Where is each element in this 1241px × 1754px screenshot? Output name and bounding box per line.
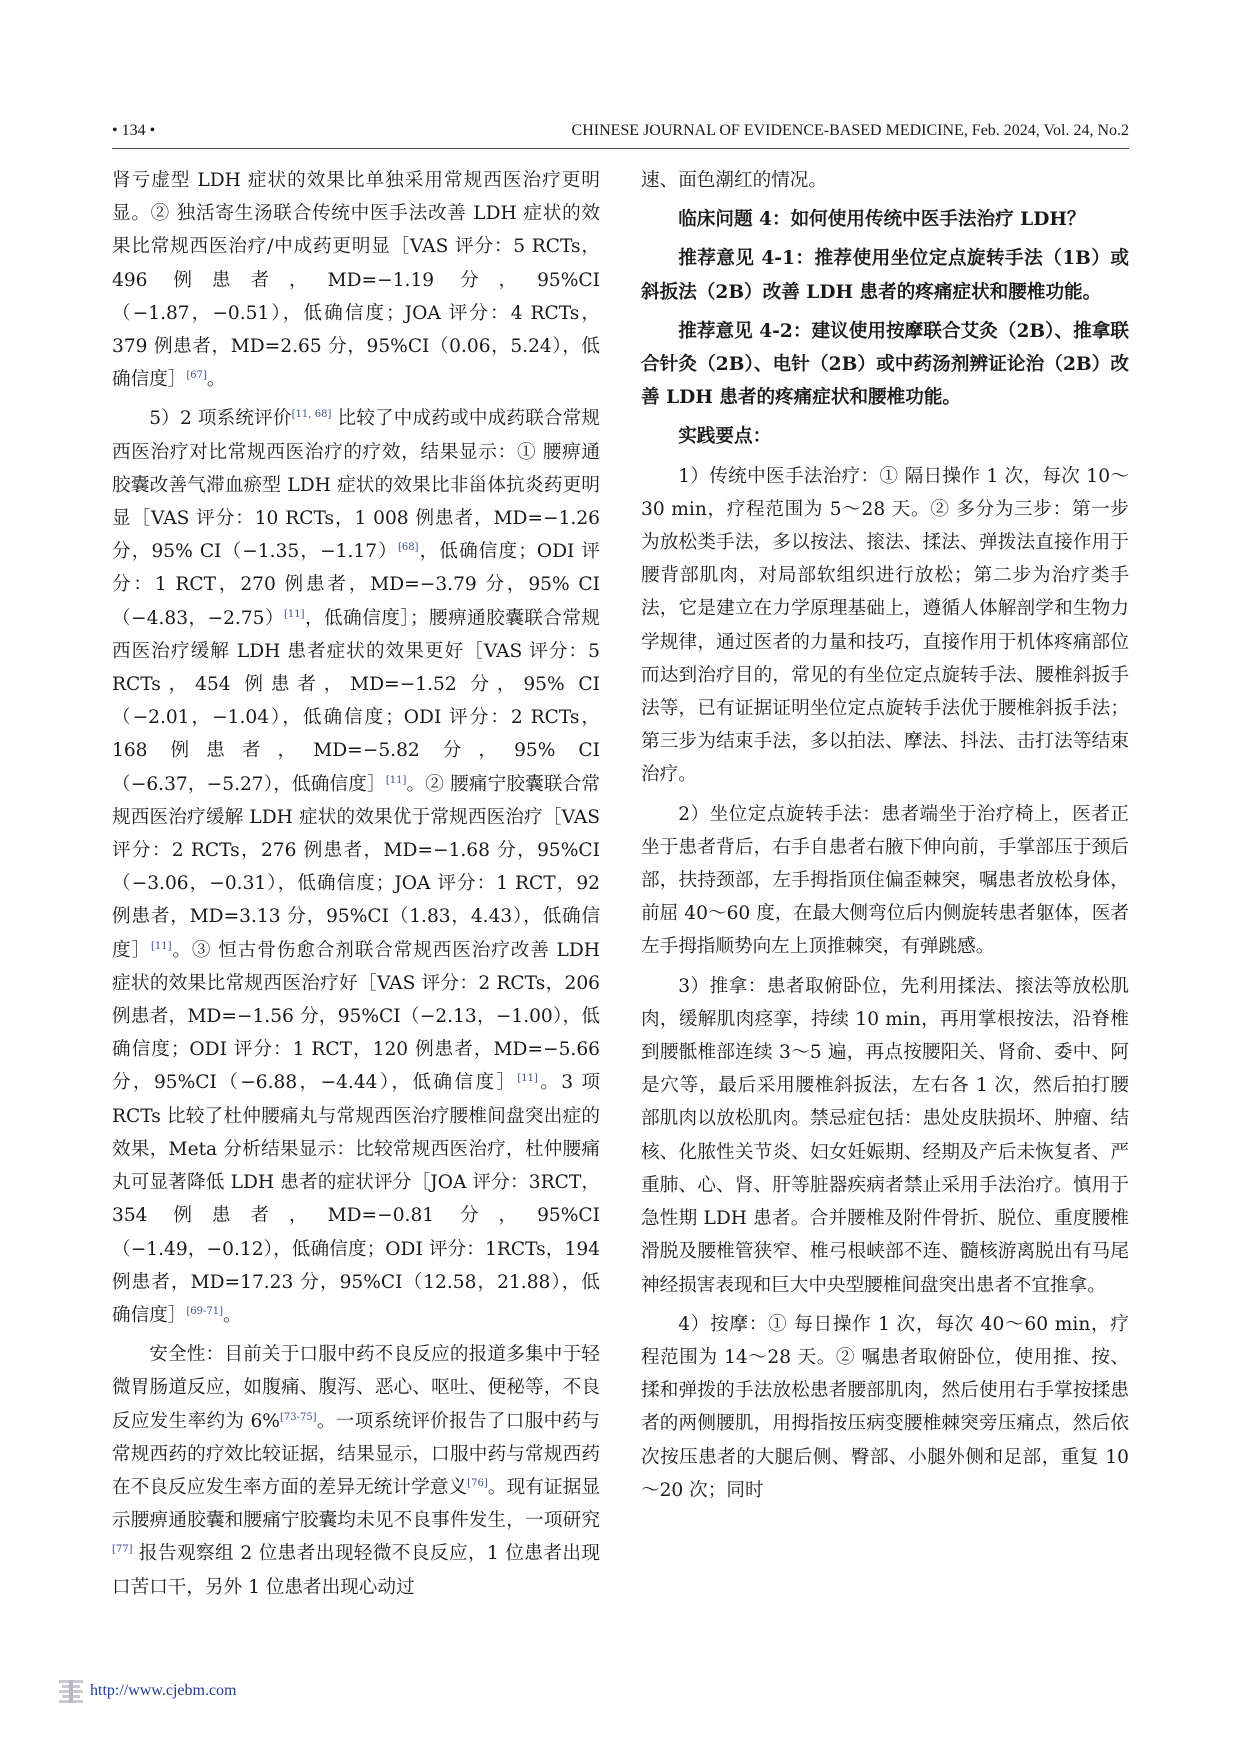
page-footer: [56, 1676, 356, 1710]
journal-website-link[interactable]: http://www.cjebm.com: [90, 1682, 237, 1699]
journal-citation: CHINESE JOURNAL OF EVIDENCE-BASED MEDICINE, Feb. 2024, Vol. 24, No.2: [571, 122, 1129, 139]
paragraph: [112, 402, 600, 1332]
citation-ref: [67]: [186, 370, 207, 382]
paragraph: [641, 420, 1129, 453]
paragraph-text: 。: [223, 1304, 242, 1326]
paragraph: [112, 1338, 600, 1604]
paragraph-text: 2）坐位定点旋转手法：患者端坐于治疗椅上，医者正坐于患者背后，右手自患者右腋下伸向前，手掌部压于颈后部，扶持颈部，左手拇指顶住偏歪棘突，嘱患者放松身体，前屈 40～60 度，在最大侧弯位后内侧旋转患者躯体，医者左手拇指顺势向左上顶推棘突，有弹跳感。: [641, 803, 1129, 958]
citation-ref: [11]: [517, 1073, 538, 1085]
paragraph: [641, 164, 1129, 197]
header-rule: [112, 148, 1129, 149]
paragraph-text: ，低确信度；ODI 评分：1 RCT，270 例患者，MD=−3.79 分，95% CI（−4.83，−2.75）: [112, 541, 600, 629]
citation-ref: [76]: [467, 1477, 488, 1489]
citation-ref: [68]: [397, 542, 419, 554]
paragraph-text: 推荐意见 4-1：推荐使用坐位定点旋转手法（1B）或斜扳法（2B）改善 LDH 患者的疼痛症状和腰椎功能。: [641, 248, 1129, 303]
paragraph: [641, 970, 1129, 1302]
citation-ref: [73-75]: [279, 1411, 317, 1423]
paragraph: [641, 460, 1129, 792]
citation-ref: [69-71]: [186, 1305, 224, 1317]
paragraph-text: 实践要点：: [678, 426, 772, 448]
paragraph-text: 临床问题 4：如何使用传统中医手法治疗 LDH？: [678, 209, 1086, 231]
paragraph: [641, 315, 1129, 415]
paragraph-text: 5）2 项系统评价: [149, 408, 292, 430]
page-number: • 134 •: [112, 122, 156, 139]
paragraph-text: ，低确信度］；腰痹通胶囊联合常规西医治疗缓解 LDH 患者症状的效果更好［VAS 评分：5 RCTs，454 例患者，MD=−1.52 分，95% CI（−2.01，−1.04），低确信度；ODI 评分：2 RCTs，168 例患者，MD=−5.82 分，95% CI（−6.37，−5.27），低确信度］: [112, 607, 600, 795]
paragraph-text: 。一项系统评价报告了口服中药与常规西药的疗效比较证据，结果显示，口服中药与常规西药在不良反应发生率方面的差异无统计学意义: [112, 1410, 600, 1498]
paragraph-text: 肾亏虚型 LDH 症状的效果比单独采用常规西医治疗更明显。② 独活寄生汤联合传统中医手法改善 LDH 症状的效果比常规西医治疗/中成药更明显［VAS 评分：5 RCTs，496 例患者，MD=−1.19 分，95%CI（−1.87，−0.51），低确信度；JOA 评分：4 RCTs，379 例患者，MD=2.65 分，95%CI（0.06，5.24），低确信度］: [112, 170, 600, 391]
paragraph-text: 4）按摩：① 每日操作 1 次，每次 40～60 min，疗程范围为 14～28 天。② 嘱患者取俯卧位，使用推、按、揉和弹拨的手法放松患者腰部肌肉，然后使用右手掌按揉患者的两侧腰肌，用拇指按压病变腰椎棘突旁压痛点，然后依次按压患者的大腿后侧、臀部、小腿外侧和足部，重复 10～20 次；同时: [641, 1313, 1129, 1501]
citation-ref: [11]: [151, 940, 172, 952]
paragraph-text: 报告观察组 2 位患者出现轻微不良反应，1 位患者出现口苦口干，另外 1 位患者出现心动过: [112, 1543, 600, 1598]
paragraph-text: 。② 腰痛宁胶囊联合常规西医治疗缓解 LDH 症状的效果优于常规西医治疗［VAS 评分：2 RCTs，276 例患者，MD=−1.68 分，95%CI（−3.06，−0.31），低确信度；JOA 评分：1 RCT，92 例患者，MD=3.13 分，95%CI（1.83，4.43），低确信度］: [112, 773, 600, 961]
left-column: [112, 164, 600, 1610]
paragraph-text: 速、面色潮红的情况。: [641, 170, 827, 191]
paragraph-text: 。: [206, 369, 226, 391]
paragraph-text: 。③ 恒古骨伤愈合剂联合常规西医治疗改善 LDH 症状的效果比常规西医治疗好［VAS 评分：2 RCTs，206 例患者，MD=−1.56 分，95%CI（−2.13，−1.00），低确信度；ODI 评分：1 RCT，120 例患者，MD=−5.66 分，95%CI（−6.88，−4.44），低确信度］: [112, 939, 600, 1094]
paragraph-text: 1）传统中医手法治疗：① 隔日操作 1 次，每次 10～30 min，疗程范围为 5～28 天。② 多分为三步：第一步为放松类手法，多以按法、㨰法、揉法、弹拨法直接作用于腰背部肌肉，对局部软组织进行放松；第二步为治疗类手法，它是建立在力学原理基础上，遵循人体解剖学和生物力学规律，通过医者的力量和技巧，直接作用于机体疼痛部位而达到治疗目的，常见的有坐位定点旋转手法、腰椎斜扳手法等，已有证据证明坐位定点旋转手法优于腰椎斜扳手法；第三步为结束手法，多以拍法、摩法、抖法、击打法等结束治疗。: [641, 465, 1129, 786]
paragraph-text: 。3 项 RCTs 比较了杜仲腰痛丸与常规西医治疗腰椎间盘突出症的效果，Meta 分析结果显示：比较常规西医治疗，杜仲腰痛丸可显著降低 LDH 患者的症状评分［JOA 评分：3RCT，354 例患者，MD=−0.81 分，95%CI（−1.49，−0.12），低确信度；ODI 评分：1RCTs，194 例患者，MD=17.23 分，95%CI（12.58，21.88），低确信度］: [112, 1072, 601, 1326]
paragraph-text: 比较了中成药或中成药联合常规西医治疗对比常规西医治疗的疗效，结果显示：① 腰痹通胶囊改善气滞血瘀型 LDH 症状的效果比非甾体抗炎药更明显［VAS 评分：10 RCTs，1 008 例患者，MD=−1.26 分，95% CI（−1.35，−1.17）: [112, 408, 600, 563]
paragraph-text: 3）推拿：患者取俯卧位，先利用揉法、㨰法等放松肌肉，缓解肌肉痉挛，持续 10 min，再用掌根按法，沿脊椎到腰骶椎部连续 3～5 遍，再点按腰阳关、肾俞、委中、阿是穴等，最后采用腰椎斜扳法，左右各 1 次，然后拍打腰部肌肉以放松肌肉。禁忌症包括：患处皮肤损坏、肿瘤、结核、化脓性关节炎、妇女妊娠期、经期及产后未恢复者、严重肺、心、肾、肝等脏器疾病者禁止采用手法治疗。慎用于急性期 LDH 患者。合并腰椎及附件骨折、脱位、重度腰椎滑脱及腰椎管狭窄、椎弓根峡部不连、髓核游离脱出有马尾神经损害表现和巨大中央型腰椎间盘突出患者不宜推拿。: [641, 975, 1129, 1296]
journal-logo-icon: [56, 1678, 86, 1706]
citation-ref: [11, 68]: [291, 409, 332, 421]
paragraph-text: 推荐意见 4-2：建议使用按摩联合艾灸（2B）、推拿联合针灸（2B）、电针（2B）或中药汤剂辨证论治（2B）改善 LDH 患者的疼痛症状和腰椎功能。: [641, 320, 1129, 409]
paragraph: [641, 242, 1129, 308]
paragraph-text: 安全性：目前关于口服中药不良反应的报道多集中于轻微胃肠道反应，如腹痛、腹泻、恶心、呕吐、便秘等，不良反应发生率约为 6%: [112, 1344, 600, 1432]
paragraph: [112, 164, 600, 396]
paragraph: [641, 798, 1129, 964]
paragraph: [641, 1308, 1129, 1507]
paragraph-text: 。现有证据显示腰痹通胶囊和腰痛宁胶囊均未见不良事件发生，一项研究: [112, 1476, 600, 1532]
paragraph: [641, 203, 1129, 236]
right-column: [641, 164, 1129, 1513]
citation-ref: [11]: [284, 608, 305, 620]
citation-ref: [77]: [112, 1544, 133, 1556]
citation-ref: [11]: [385, 774, 407, 786]
